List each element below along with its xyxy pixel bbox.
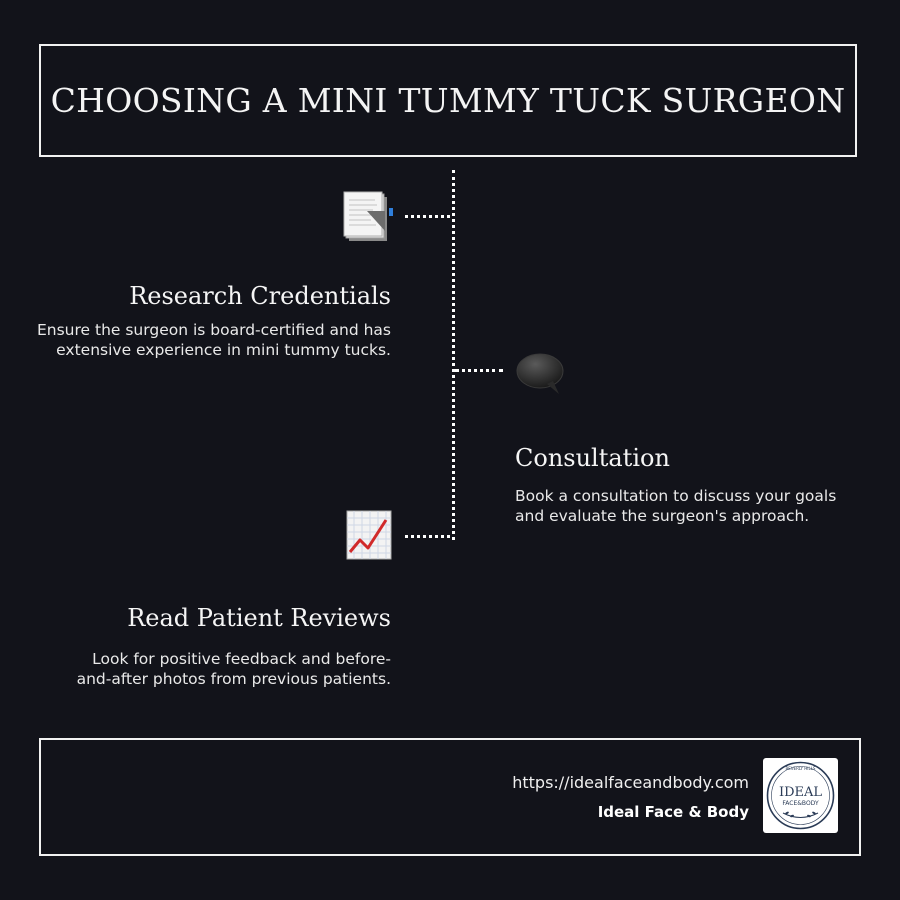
step-title-research: Research Credentials [129,282,391,310]
logo-main-text: IDEAL [778,785,823,800]
chart-increasing-icon [346,510,392,560]
step-title-reviews: Read Patient Reviews [127,604,391,632]
connector-1 [405,215,450,218]
title-box [39,44,857,157]
document-icon [343,191,395,243]
footer-box [39,738,861,856]
brand-logo [763,758,838,833]
timeline-line [452,170,455,540]
speech-bubble-icon [515,352,565,396]
step-desc-research: Ensure the surgeon is board-certified and has extensive experience in mini tummy tucks. [36,321,391,359]
step-desc-reviews: Look for positive feedback and before- and-after photos from previous patients. [76,650,391,688]
connector-2 [455,369,503,372]
step-title-consultation: Consultation [515,444,670,472]
connector-3 [405,535,450,538]
step-desc-consultation: Book a consultation to discuss your goals and evaluate the surgeon's approach. [515,487,837,525]
brand-name: Ideal Face & Body [597,803,749,821]
logo-top-arc-text: BEVERLY HILLS [785,766,816,771]
logo-sub-text: FACE&BODY [782,800,819,807]
page-title: CHOOSING A MINI TUMMY TUCK SURGEON [50,81,846,120]
website-link[interactable]: https://idealfaceandbody.com [512,773,749,792]
